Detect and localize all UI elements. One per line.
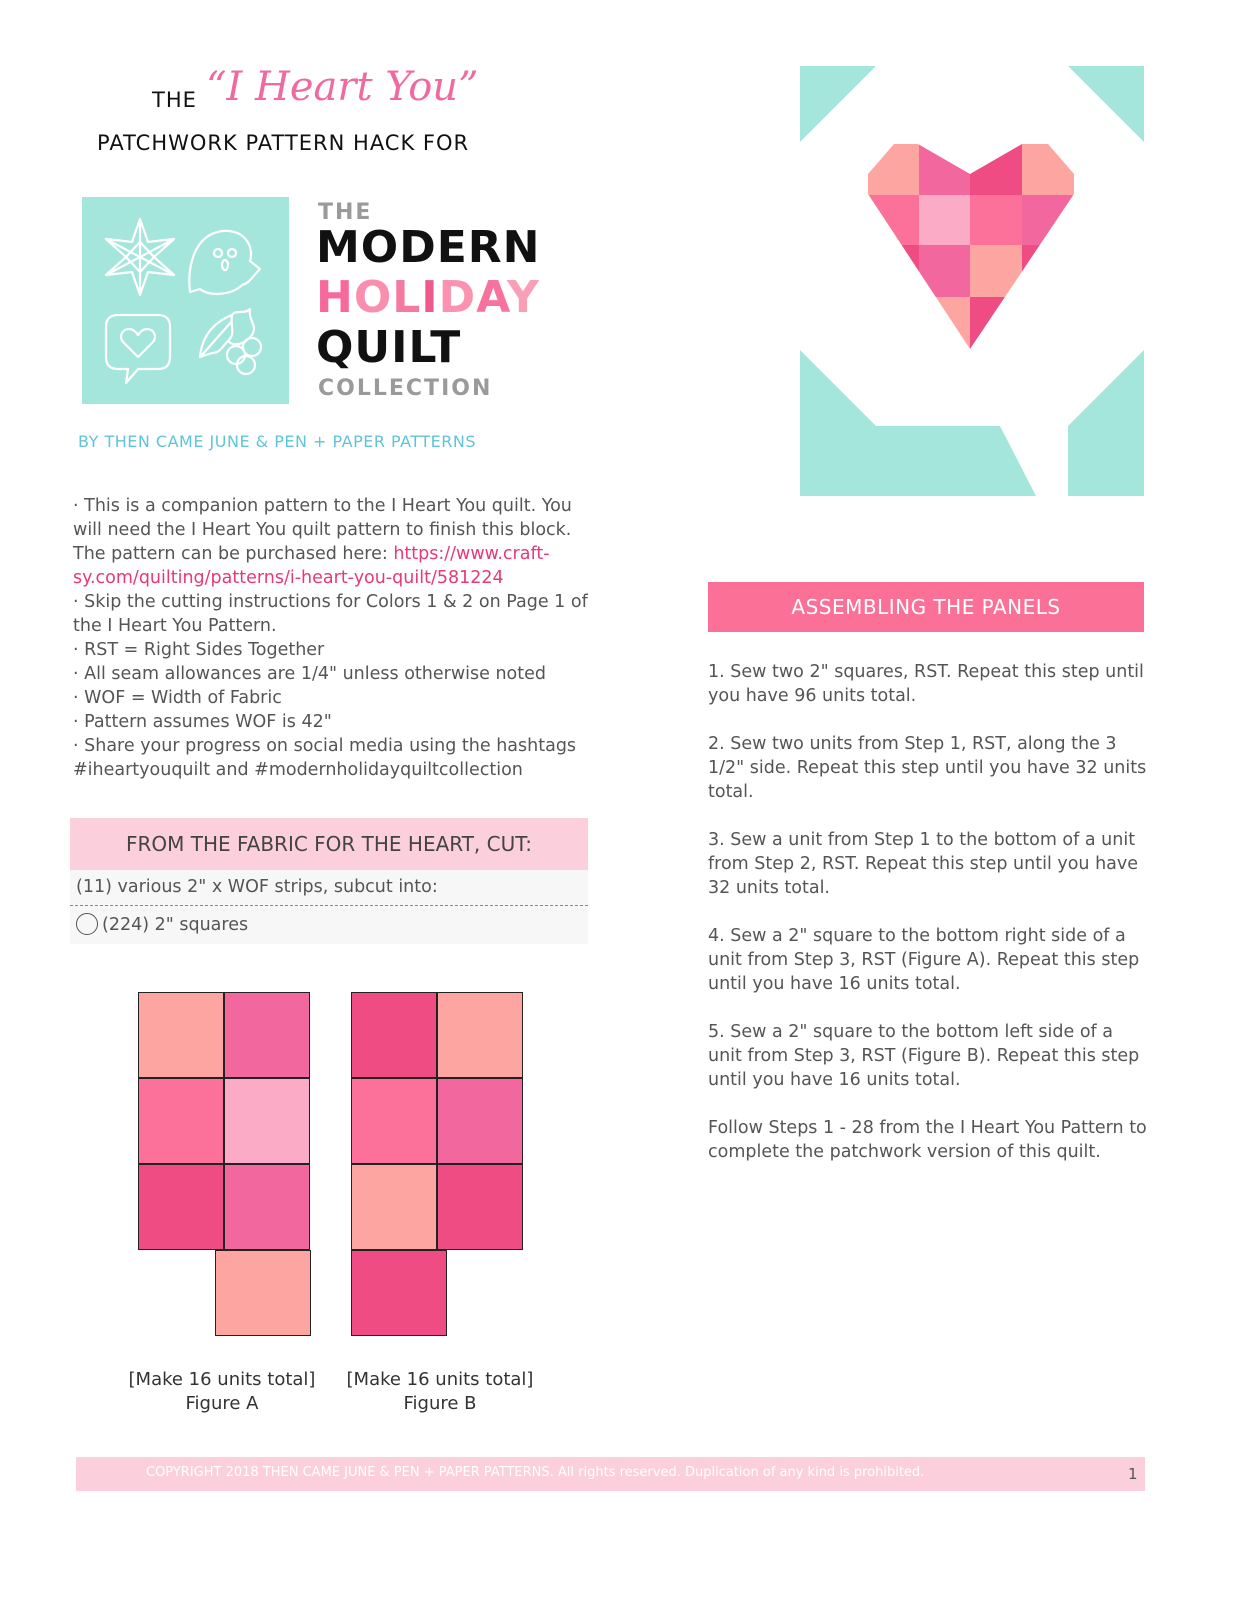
fig-b-square [437, 1164, 523, 1250]
notes-item: · RST = Right Sides Together [73, 640, 325, 660]
fig-b-square [351, 1164, 437, 1250]
step-follow: Follow Steps 1 - 28 from the I Heart You Pattern to complete the patchwork version of this quilt. [708, 1118, 1147, 1162]
fig-b-square [351, 1078, 437, 1164]
figure-a-label: Figure A [185, 1393, 259, 1414]
step-2: 2. Sew two units from Step 1, RST, along the 3 1/2" side. Repeat this step until you have 32 units total. [708, 734, 1147, 802]
logo-icons [82, 197, 289, 404]
fig-a-square [138, 1078, 224, 1164]
cutting-row-strips: (11) various 2" x WOF strips, subcut into: [70, 870, 588, 906]
notes-item: · Skip the cutting instructions for Colors 1 & 2 on Page 1 of the I Heart You Pattern. [73, 592, 588, 636]
figure-b [351, 992, 527, 1338]
fig-b-square [351, 992, 437, 1078]
figure-b-count: [Make 16 units total] [346, 1369, 534, 1390]
title-the: THE [152, 88, 197, 112]
notes-intro-text: · This is a companion pattern to the I Heart You quilt. You will need the I Heart You quilt pattern to finish this block. The pattern can be purchased here: [73, 496, 572, 564]
fig-b-square [351, 1250, 447, 1336]
notes-item: · All seam allowances are 1/4" unless otherwise noted [73, 664, 546, 684]
logo-modern: MODERN [316, 222, 541, 273]
logo-holiday-letters [316, 272, 540, 323]
logo-holiday-letter: L [392, 272, 422, 323]
holly-icon [200, 309, 261, 374]
pattern-link[interactable]: https://www.craft-sy.com/quilting/patterns/i-heart-you-quilt/581224 [73, 544, 550, 588]
figure-a [138, 992, 314, 1338]
cutting-row-squares-label: (224) 2" squares [102, 915, 249, 935]
fig-a-square [224, 1164, 310, 1250]
step-3: 3. Sew a unit from Step 1 to the bottom of a unit from Step 2, RST. Repeat this step until you have 32 units total. [708, 830, 1139, 898]
ghost-icon [189, 231, 260, 294]
figure-a-count: [Make 16 units total] [128, 1369, 316, 1390]
step-4: 4. Sew a 2" square to the bottom right side of a unit from Step 3, RST (Figure A). Repeat this step until you have 16 units total. [708, 926, 1140, 994]
notes-item: · WOF = Width of Fabric [73, 688, 282, 708]
figure-b-label: Figure B [403, 1393, 477, 1414]
fig-b-square [437, 1078, 523, 1164]
fig-a-square [138, 992, 224, 1078]
notes-intro [73, 494, 603, 590]
star-block-icon [106, 219, 174, 295]
fig-a-square [224, 992, 310, 1078]
figure-b-caption [340, 1368, 540, 1416]
fig-a-square [224, 1078, 310, 1164]
logo-holiday-letter: Y [507, 272, 540, 323]
pattern-notes [73, 494, 603, 782]
cut-checkbox[interactable] [76, 913, 98, 935]
logo-holiday-letter: I [421, 272, 439, 323]
cutting-heading: FROM THE FABRIC FOR THE HEART, CUT: [70, 818, 588, 870]
logo-holiday-letter: H [316, 272, 354, 323]
logo-holiday-letter: O [353, 272, 393, 323]
cutting-row-squares [70, 906, 588, 944]
collection-logo-box [82, 197, 289, 404]
fig-b-square [437, 992, 523, 1078]
notes-item: · Share your progress on social media using the hashtags #iheartyouquilt and #modernholidayquiltcollection [73, 736, 577, 780]
assembling-heading: ASSEMBLING THE PANELS [708, 582, 1144, 632]
fig-a-square [215, 1250, 311, 1336]
heart-block-illustration [800, 66, 1144, 496]
pattern-name-script: “I Heart You” [206, 64, 479, 110]
notes-item: · Pattern assumes WOF is 42" [73, 712, 332, 732]
logo-collection: COLLECTION [318, 376, 493, 401]
logo-the: THE [318, 200, 373, 225]
fig-a-square [138, 1164, 224, 1250]
byline: BY THEN CAME JUNE & PEN + PAPER PATTERNS [78, 432, 476, 451]
logo-quilt: QUILT [316, 322, 462, 373]
assembly-steps [708, 660, 1148, 1188]
speech-heart-icon [106, 315, 170, 383]
page-number: 1 [1128, 1465, 1138, 1483]
step-1: 1. Sew two 2" squares, RST. Repeat this step until you have 96 units total. [708, 662, 1144, 706]
step-5: 5. Sew a 2" square to the bottom left side of a unit from Step 3, RST (Figure B). Repeat this step until you have 16 units total. [708, 1022, 1140, 1090]
figure-a-caption [122, 1368, 322, 1416]
copyright: COPYRIGHT 2018 THEN CAME JUNE & PEN + PAPER PATTERNS. All rights reserved. Duplication of any kind is prohibited. [146, 1465, 925, 1480]
logo-holiday-letter: A [476, 272, 508, 323]
logo-holiday-letter: D [438, 272, 477, 323]
logo-holiday [316, 272, 540, 323]
subtitle: PATCHWORK PATTERN HACK FOR [97, 131, 470, 155]
